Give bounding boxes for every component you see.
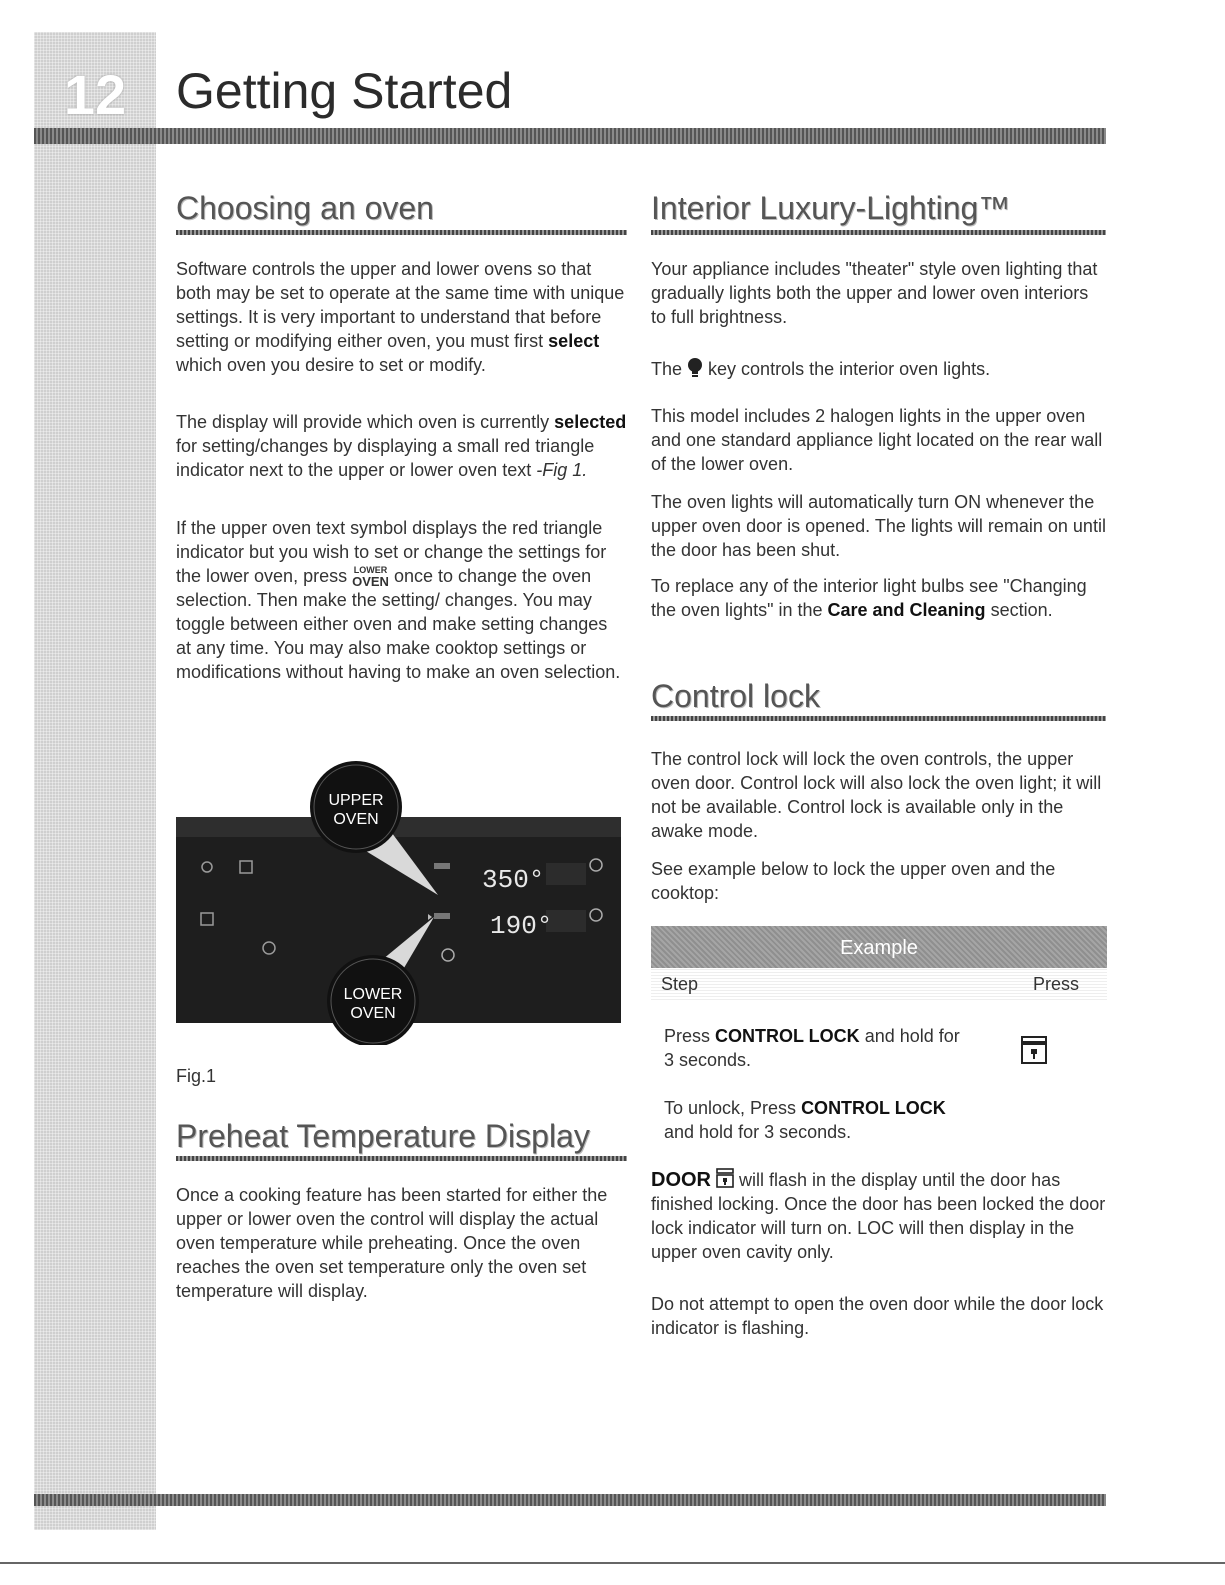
control-panel-figure (176, 745, 621, 1045)
example-step-2: To unlock, Press CONTROL LOCK and hold for 3 seconds. (664, 1098, 946, 1142)
lighting-para-1: Your appliance includes "theater" style oven lighting that gradually lights both the upper and lower oven interiors to full brightness. (651, 259, 1098, 327)
control-panel-illustration (176, 745, 621, 1045)
control-lock-para-2: See example below to lock the upper oven and the cooktop: (651, 859, 1056, 903)
column-step: Step (661, 974, 699, 994)
page-bottom-edge (0, 1562, 1225, 1564)
example-table (651, 926, 1107, 1006)
control-lock-rule (651, 716, 1106, 721)
example-columns (651, 968, 1107, 1000)
lower-temp-readout: 190° (490, 911, 553, 941)
choosing-para-3: If the upper oven text symbol displays the red triangle indicator but you wish to set or change the settings for the lower oven, press LOWER OVEN once to change the oven selection. Then make the setting/ changes. You may toggle between either oven and make setting changes at any time. You may also make cooktop settings or modifications without having to make an oven selection. (176, 518, 621, 682)
light-bulb-icon (687, 357, 703, 379)
sidebar-band (34, 32, 156, 1530)
preheat-para: Once a cooking feature has been started for either the upper or lower oven the control will display the actual oven temperature while preheating. Once the oven reaches the oven set temperature only the oven set temperature will display. (176, 1185, 608, 1301)
control-lock-para-last: Do not attempt to open the oven door while the door lock indicator is flashing. (651, 1294, 1104, 1338)
lower-oven-key: LOWER OVEN (352, 565, 389, 589)
lighting-rule (651, 230, 1106, 235)
choosing-para-1: Software controls the upper and lower ovens so that both may be set to operate at the same time with unique settings. It is very important to understand that before setting or modifying either oven, you must first select which oven you desire to set or modify. (176, 259, 625, 375)
upper-temp-readout: 350° (482, 865, 545, 895)
control-lock-para-1: The control lock will lock the oven controls, the upper oven door. Control lock will also lock the oven light; it will not be available. Control lock is available only in the awake mode. (651, 749, 1102, 841)
upper-oven-badge-line1: UPPER (328, 792, 384, 809)
bottom-rule (34, 1494, 1106, 1506)
lower-oven-badge-line1: LOWER (343, 986, 403, 1003)
upper-oven-badge-line2: OVEN (333, 811, 379, 828)
preheat-rule (176, 1156, 627, 1161)
choosing-para-2: The display will provide which oven is currently selected for setting/changes by displaying a small red triangle indicator next to the upper or lower oven text -Fig 1. (176, 412, 627, 480)
page-title: Getting Started (176, 63, 513, 119)
choosing-heading: Choosing an oven (176, 190, 434, 226)
lighting-para-4: The oven lights will automatically turn ON whenever the upper oven door is opened. The lights will remain on until the door has been shut. (651, 492, 1106, 560)
door-lock-icon (716, 1168, 734, 1188)
top-rule (34, 128, 1106, 144)
preheat-heading: Preheat Temperature Display (176, 1118, 590, 1154)
lighting-para-2: The key controls the interior oven lights. (651, 359, 991, 379)
page-number: 12 (63, 63, 127, 126)
control-lock-key-icon (1021, 1035, 1047, 1065)
lighting-para-5: To replace any of the interior light bulbs see "Changing the oven lights" in the Care and Cleaning section. (651, 576, 1087, 620)
column-press: Press (1032, 974, 1079, 994)
lower-oven-badge-line2: OVEN (350, 1005, 396, 1022)
lighting-heading: Interior Luxury-Lighting™ (651, 190, 1011, 226)
door-lock-para: DOOR will flash in the display until the door has finished locking. Once the door has been locked the door lock indicator will turn on. LOC will then display in the upper oven cavity only. (651, 1169, 1106, 1262)
choosing-rule (176, 230, 627, 235)
example-title: Example (651, 926, 1107, 968)
figure-caption: Fig.1 (176, 1066, 217, 1086)
lighting-para-3: This model includes 2 halogen lights in the upper oven and one standard appliance light located on the rear wall of the lower oven. (651, 406, 1103, 474)
control-lock-heading: Control lock (651, 678, 820, 714)
example-step-1: Press CONTROL LOCK and hold for 3 seconds. (664, 1026, 960, 1070)
